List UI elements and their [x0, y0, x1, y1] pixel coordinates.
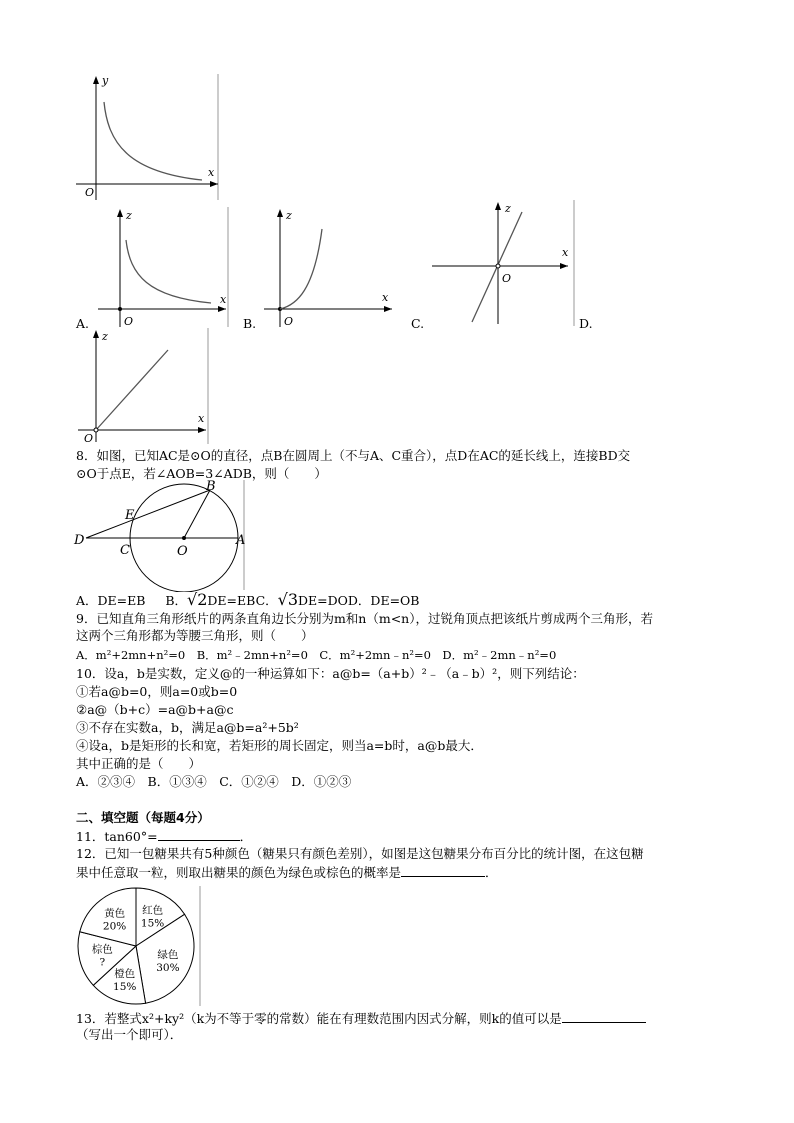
- q12-end: ．: [485, 865, 498, 880]
- pie-slice-name-3: 棕色: [91, 943, 113, 956]
- option-d-x-label: x: [198, 412, 205, 425]
- q8-option-a: A．DE=EB: [76, 593, 146, 608]
- q12-line2-wrap: [76, 864, 498, 881]
- q10-line1: 10．设a，b是实数，定义@的一种运算如下：a@b=（a+b）²﹣（a﹣b）²，则下列结论：: [76, 666, 585, 681]
- q11-text: 11．tan60°=: [76, 829, 158, 844]
- option-a-x-label: x: [220, 293, 227, 306]
- pie-slice-value-3: ?: [99, 956, 106, 969]
- q12-answer-blank[interactable]: [401, 864, 485, 877]
- q9-line1: 9．已知直角三角形纸片的两条直角边长分别为m和n（m<n），过锐角顶点把该纸片剪成两个三角形，若: [76, 611, 653, 626]
- pie-slice-name-0: 红色: [142, 904, 164, 917]
- q11-line: [76, 828, 252, 845]
- section2-title: 二、填空题（每题4分）: [76, 810, 210, 825]
- q12-line1: 12．已知一包糖果共有5种颜色（糖果只有颜色差别），如图是这包糖果分布百分比的统计图，在这包糖: [76, 846, 644, 861]
- q8-point-a: A: [236, 533, 246, 548]
- q8-option-b-prefix: B．: [165, 593, 188, 608]
- q13-line2: （写出一个即可）．: [76, 1027, 183, 1042]
- q8-line1: 8．如图，已知AC是⊙O的直径，点B在圆周上（不与A、C重合），点D在AC的延长线上，连接BD交: [76, 448, 631, 463]
- option-a-label: A.: [76, 316, 90, 331]
- option-b-z-label: z: [286, 209, 292, 222]
- q8-sqrt3: √3: [277, 590, 299, 609]
- q10-statement-4: ④设a，b是矩形的长和宽，若矩形的周长固定，则当a=b时，a@b最大．: [76, 738, 483, 753]
- q8-line2: ⊙O于点E，若∠AOB=3∠ADB，则（ ）: [76, 466, 327, 481]
- q10-ask: 其中正确的是（ ）: [76, 756, 202, 771]
- q10-statement-2: ②a@（b+c）=a@b+a@c: [76, 702, 234, 717]
- q10-options: A．②③④ B．①③④ C．①②④ D．①②③: [76, 774, 352, 789]
- q8-point-d: D: [74, 533, 85, 548]
- option-b-x-label: x: [382, 291, 389, 304]
- q13-line1: 13．若整式x²+ky²（k为不等于零的常数）能在有理数范围内因式分解，则k的值可以是: [76, 1011, 562, 1026]
- q8-point-o: O: [177, 544, 188, 559]
- q8-option-b-suffix: DE=EBC．: [207, 593, 278, 608]
- option-a-z-label: z: [126, 209, 132, 222]
- main-origin-label: O: [85, 186, 95, 199]
- option-d-label: D.: [579, 316, 593, 331]
- pie-slice-value-1: 30%: [156, 962, 180, 974]
- option-c-z-label: z: [505, 202, 511, 215]
- option-a-graph: [96, 205, 236, 330]
- pie-chart: [74, 884, 204, 1008]
- option-d-origin-label: O: [84, 432, 94, 445]
- option-d-graph: [76, 326, 214, 446]
- q8-point-b: B: [206, 479, 216, 494]
- q11-end: ．: [239, 829, 253, 844]
- pie-slice-name-2: 橙色: [114, 967, 136, 980]
- pie-slice-name-4: 黄色: [104, 907, 126, 920]
- q10-statement-3: ③不存在实数a，b，满足a@b=a²+5b²: [76, 720, 299, 735]
- pie-slice-name-1: 绿色: [157, 949, 179, 961]
- q9-options: A．m²+2mn+n²=0 B．m²﹣2mn+n²=0 C．m²+2mn﹣n²=0 D．m²﹣2mn﹣n²=0: [76, 648, 557, 662]
- q13-line1-wrap: [76, 1010, 646, 1027]
- q11-answer-blank[interactable]: [158, 828, 240, 841]
- option-c-origin-label: O: [502, 272, 512, 285]
- pie-slice-value-0: 15%: [140, 917, 165, 930]
- pie-slice-value-2: 15%: [113, 980, 137, 993]
- q8-circle-figure: [72, 478, 252, 592]
- pie-slice-value-4: 20%: [102, 920, 127, 933]
- q8-options-rest: DE=DOD．DE=OB: [298, 593, 420, 608]
- q10-statement-1: ①若a@b=0，则a=0或b=0: [76, 684, 238, 699]
- q13-answer-blank[interactable]: [562, 1010, 646, 1023]
- q8-point-e: E: [125, 508, 135, 523]
- q12-line2: 果中任意取一粒，则取出糖果的颜色为绿色或棕色的概率是: [76, 865, 402, 880]
- option-c-x-label: x: [562, 246, 569, 259]
- q9-line2: 这两个三角形都为等腰三角形，则（ ）: [76, 628, 314, 643]
- option-c-graph: [430, 198, 580, 328]
- option-a-origin-label: O: [124, 315, 134, 328]
- main-x-label: x: [208, 166, 215, 179]
- q8-point-c: C: [120, 543, 130, 558]
- option-b-graph: [262, 205, 402, 330]
- main-graph: [72, 72, 222, 202]
- option-b-label: B.: [243, 316, 257, 331]
- option-c-label: C.: [411, 316, 425, 331]
- q8-sqrt2: √2: [187, 590, 208, 609]
- main-y-label: y: [102, 74, 109, 87]
- option-d-z-label: z: [102, 330, 108, 343]
- option-b-origin-label: O: [284, 315, 294, 328]
- q8-options: [76, 592, 419, 609]
